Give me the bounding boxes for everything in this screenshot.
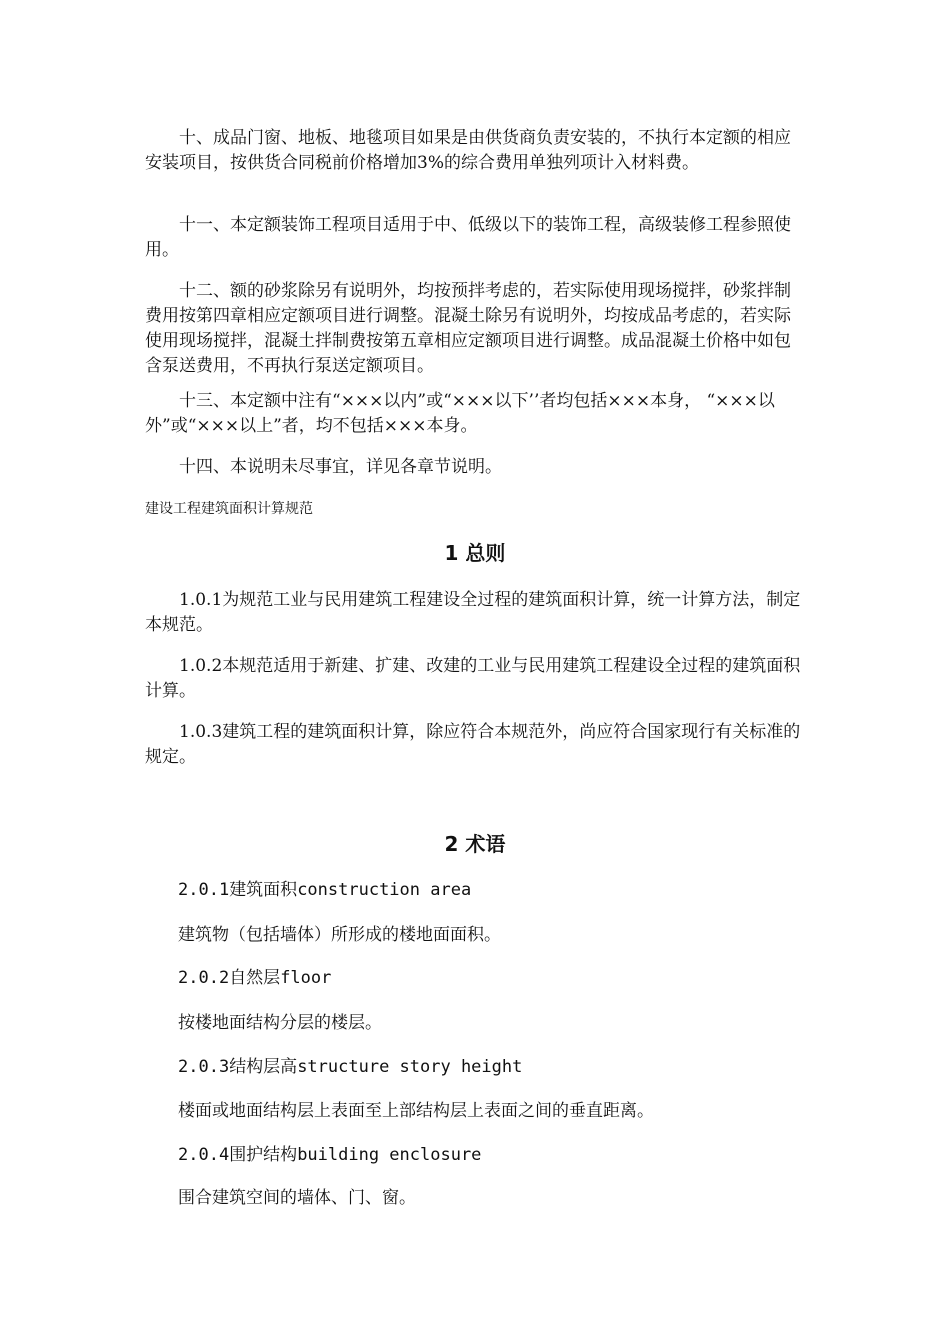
clause-1-0-2: 1.0.2本规范适用于新建、扩建、改建的工业与民用建筑工程建设全过程的建筑面积计算。 — [145, 656, 801, 701]
paragraph-12: 十二、额的砂浆除另有说明外，均按预拌考虑的，若实际使用现场搅拌，砂浆拌制费用按第四章相应定额项目进行调整。混凝土除另有说明外，均按成品考虑的，若实际使用现场搅拌，混凝土拌制费按第五章相应定额项目进行调整。成品混凝土价格中如包含泵送费用，不再执行泵送定额项目。 — [145, 281, 791, 376]
paragraph-11: 十一、本定额装饰工程项目适用于中、低级以下的装饰工程，高级装修工程参照使用。 — [145, 215, 791, 260]
chapter-2-heading: 2 术语 — [444, 832, 506, 856]
paragraph-14: 十四、本说明未尽事宜，详见各章节说明。 — [179, 457, 502, 477]
term-2-0-4-definition: 围合建筑空间的墙体、门、窗。 — [178, 1188, 416, 1208]
chapter-1-heading: 1 总则 — [444, 541, 506, 565]
term-2-0-2: 2.0.2自然层floor — [178, 968, 332, 988]
paragraph-10: 十、成品门窗、地板、地毯项目如果是由供货商负责安装的，不执行本定额的相应安装项目，按供货合同税前价格增加3%的综合费用单独列项计入材料费。 — [145, 128, 791, 173]
paragraph-13: 十三、本定额中注有“×××以内”或“×××以下’’者均包括×××本身， “×××以外”或“×××以上”者，均不包括×××本身。 — [145, 391, 775, 436]
spec-title: 建设工程建筑面积计算规范 — [145, 501, 313, 517]
clause-1-0-3: 1.0.3建筑工程的建筑面积计算，除应符合本规范外，尚应符合国家现行有关标准的规定。 — [145, 722, 801, 767]
term-2-0-3-definition: 楼面或地面结构层上表面至上部结构层上表面之间的垂直距离。 — [178, 1101, 654, 1121]
term-2-0-4: 2.0.4围护结构building enclosure — [178, 1145, 482, 1165]
term-2-0-3: 2.0.3结构层高structure story height — [178, 1057, 523, 1077]
term-2-0-1: 2.0.1建筑面积construction area — [178, 880, 472, 900]
clause-1-0-1: 1.0.1为规范工业与民用建筑工程建设全过程的建筑面积计算，统一计算方法，制定本规范。 — [145, 590, 801, 635]
term-2-0-2-definition: 按楼地面结构分层的楼层。 — [178, 1013, 382, 1033]
term-2-0-1-definition: 建筑物（包括墙体）所形成的楼地面面积。 — [178, 925, 501, 945]
